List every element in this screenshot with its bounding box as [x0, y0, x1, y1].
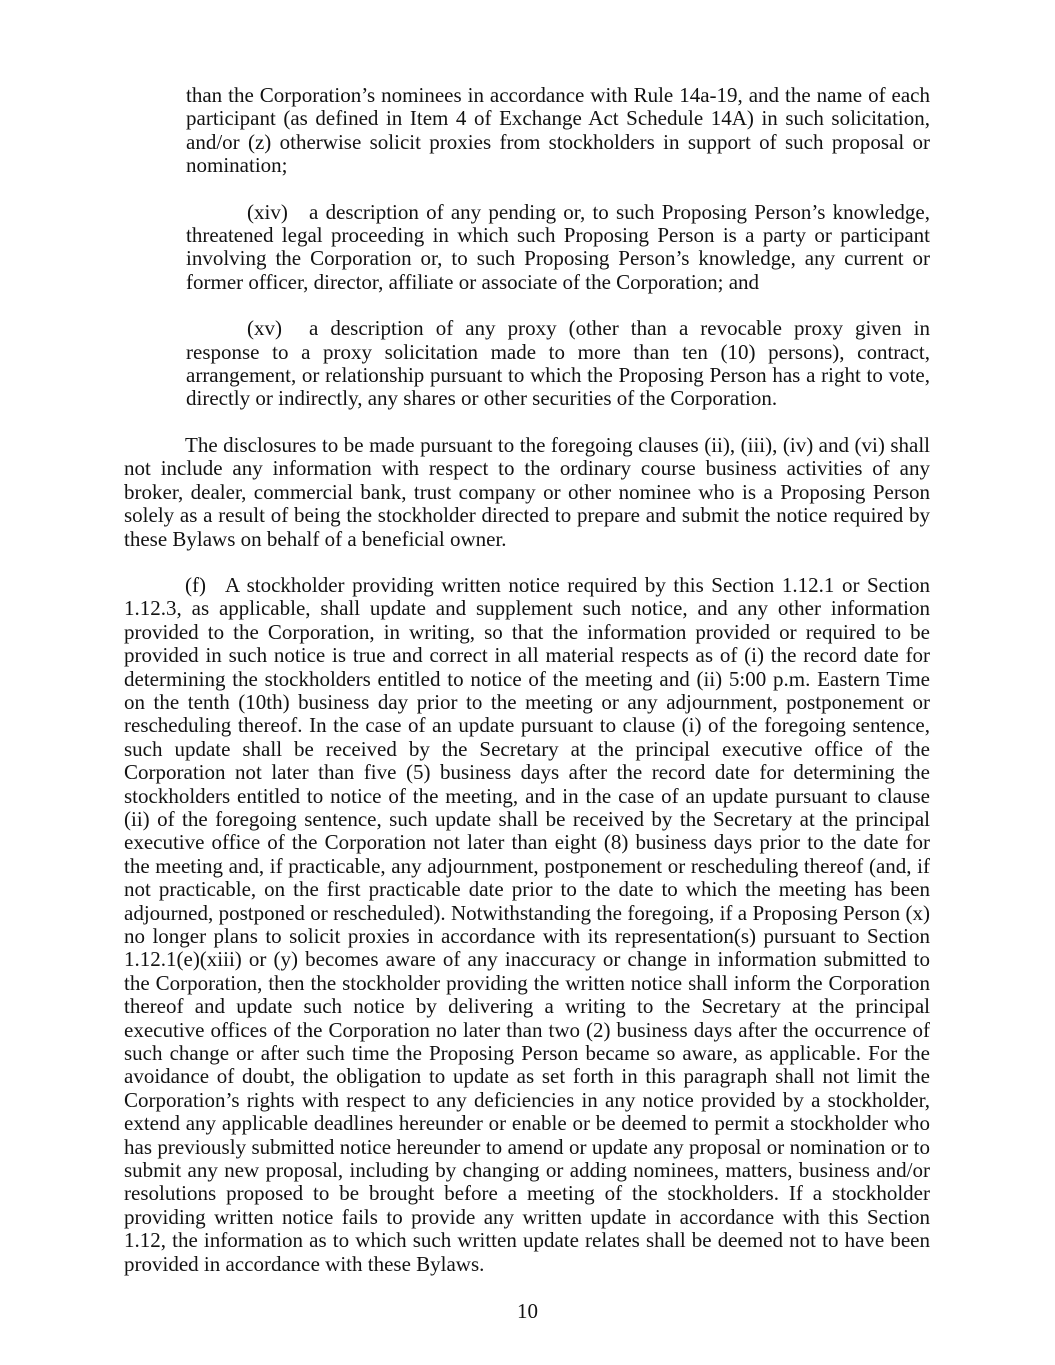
section-f-text: A stockholder providing written notice required by this Section 1.12.1 or Section 1.12.3, as applicable, shall update and supplement such notice, and any other information provided to the Corporation, in writing, so that the information provided or required to be provided in such notice is true and correct in all material respects as of (i) the record date for determining the stockholders entitled to notice of the meeting and (ii) 5:00 p.m. Eastern Time on the tenth (10th) business day prior to the meeting or any adjournment, postponement or rescheduling thereof. In the case of an update pursuant to clause (i) of the foregoing sentence, such update shall be received by the Secretary at the principal executive office of the Corporation not later than five (5) business days after the record date for determining the stockholders entitled to notice of the meeting, and in the case of an update pursuant to clause (ii) of the foregoing sentence, such update shall be received by the Secretary at the principal executive office of the Corporation not later than eight (8) business days prior to the date for the meeting and, if practicable, any adjournment, postponement or rescheduling thereof (and, if not practicable, on the first practicable date prior to the date to which the meeting has been adjourned, postponed or rescheduled). Notwithstanding the foregoing, if a Proposing Person (x) no longer plans to solicit proxies in accordance with its representation(s) pursuant to Section 1.12.1(e)(xiii) or (y) becomes aware of any inaccuracy or change in information submitted to the Corporation, then the stockholder providing the written notice shall inform the Corporation thereof and update such notice by delivering a writing to the Secretary at the principal executive offices of the Corporation no later than two (2) business days after the occurrence of such change or after such time the Proposing Person became so aware, as applicable. For the avoidance of doubt, the obligation to update as set forth in this paragraph shall not limit the Corporation’s rights with respect to any deficiencies in any notice provided by a stockholder, extend any applicable deadlines hereunder or enable or be deemed to permit a stockholder who has previously submitted notice hereunder to amend or update any proposal or nomination or to submit any new proposal, including by changing or adding nominees, matters, business and/or resolutions proposed to be brought before a meeting of the stockholders. If a stockholder providing written notice fails to provide any written update in accordance with this Section 1.12, the information as to which such written update relates shall be deemed not to have been provided in accordance with these Bylaws.	[124, 572, 930, 1276]
clause-xv-label: (xv)	[247, 316, 282, 341]
clause-xv-text: a description of any proxy (other than a revocable proxy given in response to a proxy solicitation made to more than ten (10) persons), contract, arrangement, or relationship pursuant to which the Proposing Person has a right to vote, directly or indirectly, any shares or other securities of the Corporation.	[186, 316, 930, 411]
clause-continuation-paragraph: than the Corporation’s nominees in accordance with Rule 14a-19, and the name of each participant (as defined in Item 4 of Exchange Act Schedule 14A) in such solicitation, and/or (z) otherwise solicit proxies from stockholders in support of such proposal or nomination;	[186, 83, 930, 178]
clause-xiv-text: a description of any pending or, to such Proposing Person’s knowledge, threatened legal proceeding in which such Proposing Person is a party or participant involving the Corporation or, to such Proposing Person’s knowledge, any current or former officer, director, affiliate or associate of the Corporation; and	[186, 199, 930, 294]
clause-xiv-paragraph	[186, 201, 930, 295]
page-number: 10	[517, 1299, 538, 1323]
clause-xiv-label: (xiv)	[247, 199, 288, 224]
section-f-paragraph	[124, 574, 930, 1276]
disclosures-paragraph: The disclosures to be made pursuant to the foregoing clauses (ii), (iii), (iv) and (vi) shall not include any information with respect to the ordinary course business activities of any broker, dealer, commercial bank, trust company or other nominee who is a Proposing Person solely as a result of being the stockholder directed to prepare and submit the notice required by these Bylaws on behalf of a beneficial owner.	[124, 432, 930, 551]
section-f-label: (f)	[185, 572, 206, 597]
clause-xv-paragraph	[186, 317, 930, 411]
